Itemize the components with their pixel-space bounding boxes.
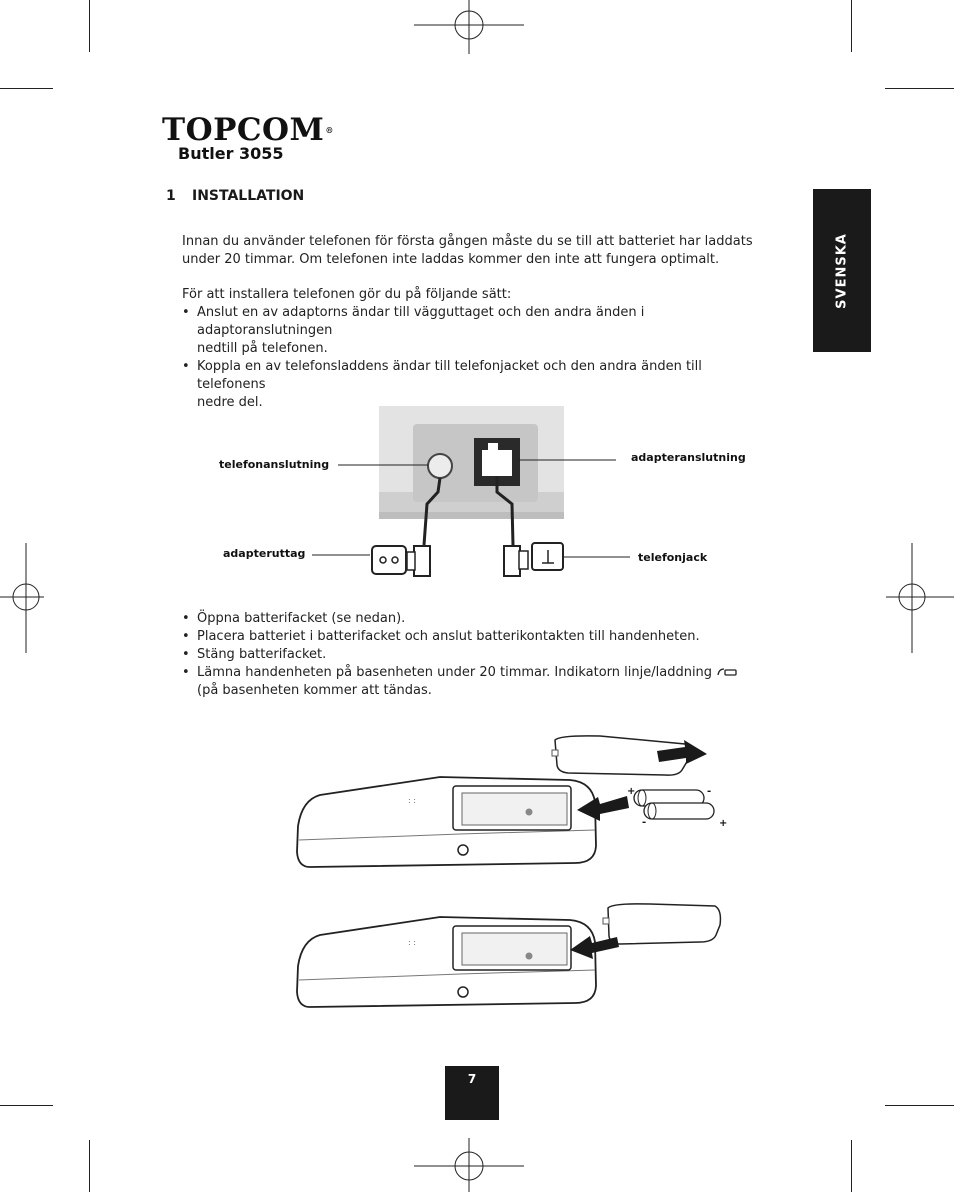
phone-jack-plug	[504, 546, 520, 576]
registration-mark	[414, 1138, 524, 1192]
callout-adapter-outlet: adapteruttag	[223, 547, 306, 560]
crop-mark	[851, 1140, 852, 1192]
language-tab	[813, 189, 871, 352]
battery-polarity-label: +	[627, 786, 636, 797]
language-tab-label: SVENSKA	[834, 232, 850, 309]
callout-adapter-connection: adapteranslutning	[631, 451, 746, 464]
adapter-plug	[414, 546, 430, 576]
page-number: 7	[445, 1066, 499, 1120]
registration-mark	[886, 543, 954, 653]
battery-compartment-inner	[462, 933, 567, 965]
handset-button	[458, 845, 468, 855]
intro-line: Innan du använder telefonen för första gången måste du se till att batteriet har laddats	[182, 234, 753, 249]
handset-open	[297, 777, 596, 867]
crop-mark	[0, 88, 53, 89]
section-title: INSTALLATION	[192, 188, 305, 204]
installation-steps	[182, 304, 772, 412]
adapter-plug-prong	[407, 552, 415, 570]
connection-figure	[300, 400, 630, 585]
callout-phone-jack: telefonjack	[638, 551, 708, 564]
battery-polarity-label: -	[642, 817, 647, 828]
battery-steps	[182, 610, 772, 700]
list-item-line: nedtill på telefonen.	[197, 341, 328, 356]
list-item	[182, 628, 772, 646]
phone-jack-plug-prong	[519, 551, 528, 569]
intro-line: under 20 timmar. Om telefonen inte laddas kommer den inte att fungera optimalt.	[182, 252, 720, 267]
intro-paragraph	[182, 233, 772, 269]
section-heading	[166, 188, 304, 204]
battery-polarity-label: -	[707, 786, 712, 797]
list-item-line: nedre del.	[197, 395, 263, 410]
registered-mark: ®	[325, 125, 334, 135]
line-charge-icon	[716, 667, 738, 677]
list-item-line: • Stäng batterifacket.	[197, 647, 327, 662]
battery-cover	[603, 904, 720, 944]
list-item	[182, 646, 772, 664]
section-number: 1	[166, 188, 176, 204]
crop-mark	[0, 1105, 53, 1106]
list-item	[182, 610, 772, 628]
brand-logo	[162, 112, 334, 148]
crop-mark	[851, 0, 852, 52]
list-item-line: • Öppna batterifacket (se nedan).	[197, 611, 406, 626]
adapter-outlet-symbol	[372, 546, 406, 574]
battery-polarity-label: +	[719, 818, 728, 829]
list-item-line	[197, 664, 772, 682]
list-item-text: Lämna handenheten på basenheten under 20 timmar. Indikatorn linje/laddning	[197, 665, 713, 680]
speaker-holes: : :	[408, 796, 416, 805]
steps-intro: För att installera telefonen gör du på följande sätt:	[182, 287, 512, 302]
list-item	[182, 304, 772, 358]
adapter-connection-plug	[482, 450, 512, 476]
list-item	[182, 664, 772, 700]
list-item-line: (på basenheten kommer att tändas.	[197, 683, 432, 698]
speaker-holes: : :	[408, 938, 416, 947]
model-name: Butler 3055	[178, 144, 284, 163]
list-item-line: • Koppla en av telefonsladdens ändar till telefonjacket och den andra änden till telefonens	[197, 359, 702, 392]
brand-name: TOPCOM	[162, 112, 325, 148]
handset-button	[458, 987, 468, 997]
crop-mark	[885, 88, 954, 89]
registration-mark	[0, 543, 44, 653]
battery-contact	[526, 953, 533, 960]
handset-closed	[297, 917, 596, 1007]
list-item-line: • Placera batteriet i batterifacket och anslut batterikontakten till handenheten.	[197, 629, 700, 644]
phone-connection-socket	[428, 454, 452, 478]
base-unit-photo-edge	[379, 512, 564, 519]
registration-mark	[414, 0, 524, 54]
battery-contact	[526, 809, 533, 816]
crop-mark	[885, 1105, 954, 1106]
adapter-connection-plug-top	[488, 443, 498, 451]
list-item-line: • Anslut en av adaptorns ändar till vägguttaget och den andra änden i adaptoranslutningen	[197, 305, 645, 338]
crop-mark	[89, 1140, 90, 1192]
callout-phone-connection: telefonanslutning	[219, 458, 330, 471]
battery-figure	[290, 730, 730, 1020]
batteries	[634, 790, 714, 819]
crop-mark	[89, 0, 90, 52]
battery-compartment-inner	[462, 793, 567, 825]
